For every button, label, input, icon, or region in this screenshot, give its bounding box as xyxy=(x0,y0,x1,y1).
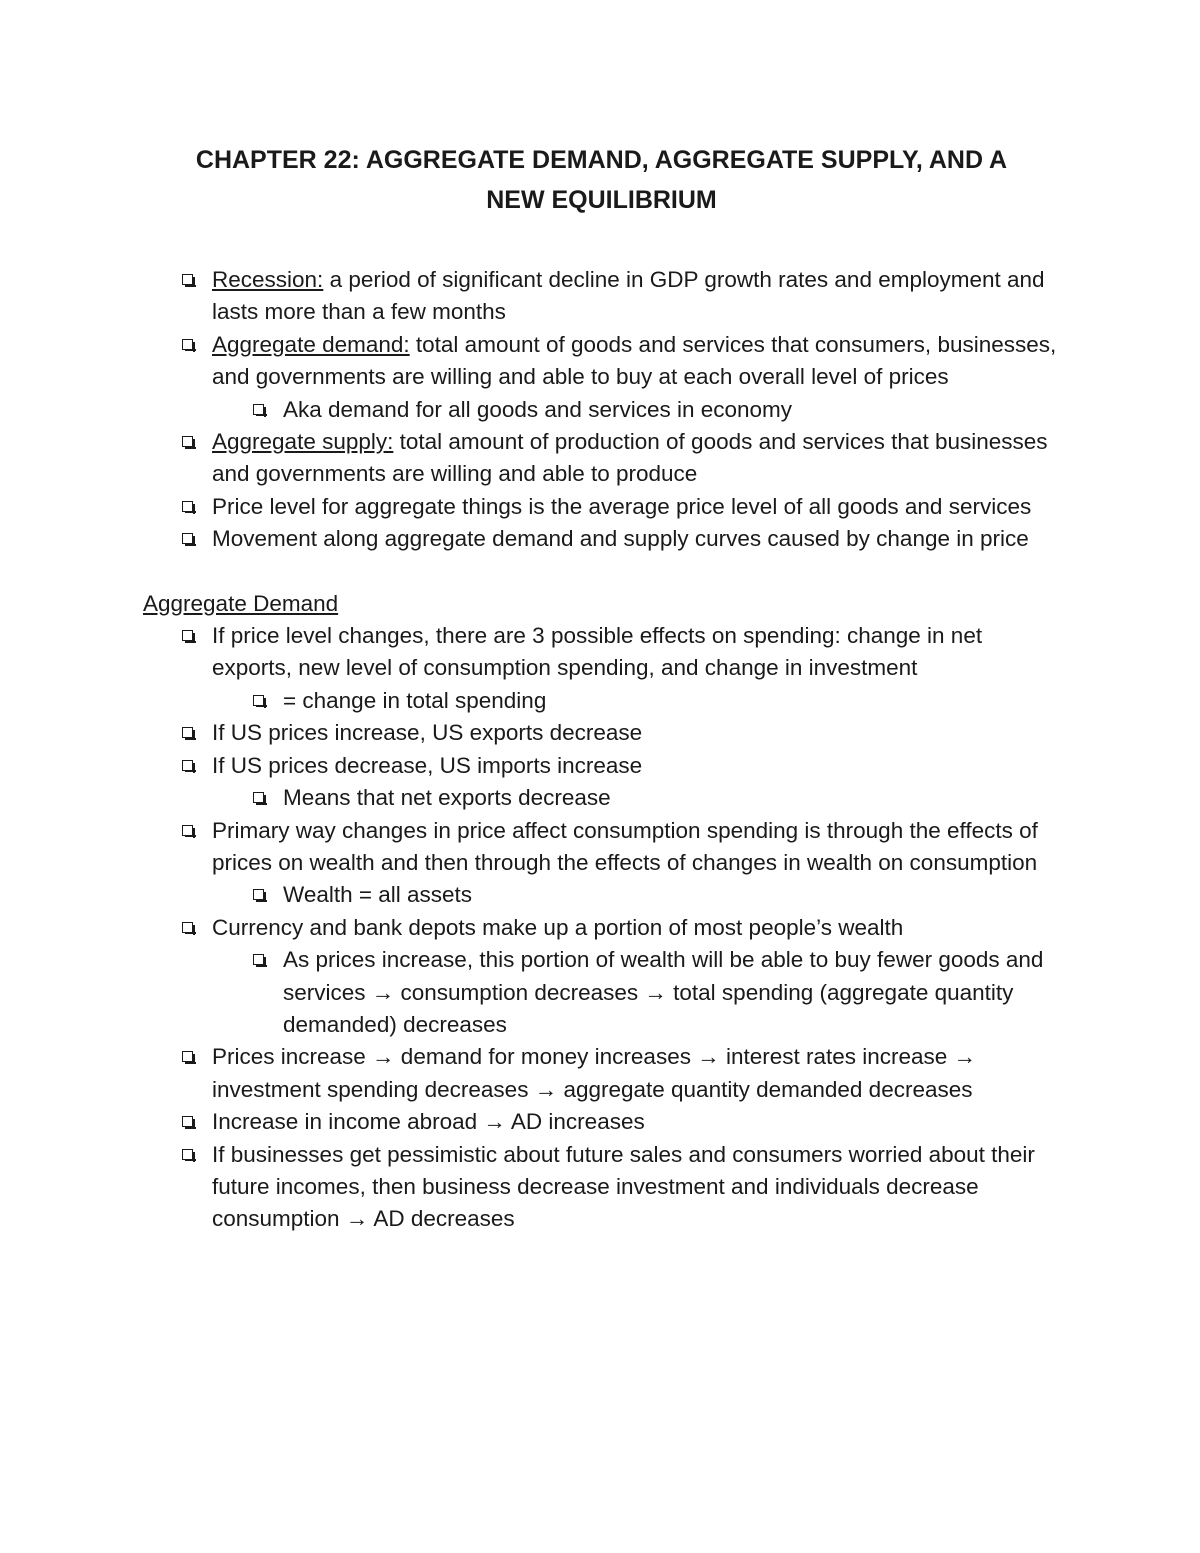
list-subitem xyxy=(143,685,1060,717)
list-item xyxy=(143,1041,1060,1106)
term-label: Aggregate demand: xyxy=(212,331,410,357)
list-subitem xyxy=(143,879,1060,911)
checkbox-bullet-icon xyxy=(182,825,193,836)
title-line-2: NEW EQUILIBRIUM xyxy=(486,186,717,214)
list-item xyxy=(143,523,1060,555)
item-text: = change in total spending xyxy=(283,687,547,713)
item-text: If US prices decrease, US imports increase xyxy=(212,752,643,778)
term-label: Aggregate supply: xyxy=(212,429,394,455)
list-item xyxy=(143,1139,1060,1236)
checkbox-bullet-icon xyxy=(182,630,193,641)
list-item xyxy=(143,426,1060,491)
item-text: Movement along aggregate demand and supply curves caused by change in price xyxy=(212,526,1029,552)
item-text: If price level changes, there are 3 possible effects on spending: change in net exports, new level of consumption spending, and change in investment xyxy=(212,623,983,681)
page-title xyxy=(143,140,1060,220)
checkbox-bullet-icon xyxy=(182,1051,193,1062)
item-text: total amount of goods and services that consumers, businesses, and governments are willing and able to buy at each overall level of prices xyxy=(212,331,1057,390)
item-text: Price level for aggregate things is the average price level of all goods and services xyxy=(212,493,1032,519)
item-text: Prices increase → demand for money increases → interest rates increase → investment spending decreases → aggregate quantity demanded decreases xyxy=(212,1044,977,1102)
title-line-1: CHAPTER 22: AGGREGATE DEMAND, AGGREGATE SUPPLY, AND A xyxy=(195,146,1008,174)
list-item xyxy=(143,491,1060,523)
item-text: Increase in income abroad → AD increases xyxy=(212,1109,645,1135)
checkbox-bullet-icon xyxy=(253,889,264,900)
checkbox-bullet-icon xyxy=(182,922,193,933)
list-item xyxy=(143,717,1060,749)
list-item xyxy=(143,620,1060,685)
item-text: Primary way changes in price affect consumption spending is through the effects of prices on wealth and then through the effects of changes in wealth on consumption xyxy=(212,817,1038,875)
checkbox-bullet-icon xyxy=(182,1149,193,1160)
checkbox-bullet-icon xyxy=(182,501,193,512)
item-text: As prices increase, this portion of wealth will be able to buy fewer goods and services → consumption decreases → total spending (aggregate quantity demanded) decreases xyxy=(283,947,1044,1037)
item-text: Aka demand for all goods and services in economy xyxy=(283,396,793,422)
intro-list xyxy=(143,264,1060,556)
item-text: Currency and bank depots make up a portion of most people’s wealth xyxy=(212,914,904,940)
item-text: total amount of production of goods and services that businesses and governments are willing and able to produce xyxy=(212,429,1048,487)
list-item xyxy=(143,1106,1060,1138)
checkbox-bullet-icon xyxy=(253,695,264,706)
list-subitem xyxy=(143,944,1060,1041)
checkbox-bullet-icon xyxy=(182,339,193,350)
item-text: If US prices increase, US exports decrease xyxy=(212,720,643,746)
list-item xyxy=(143,329,1060,394)
item-text: Means that net exports decrease xyxy=(283,785,611,811)
checkbox-bullet-icon xyxy=(253,954,264,965)
list-subitem xyxy=(143,782,1060,814)
item-text: a period of significant decline in GDP growth rates and employment and lasts more than a few months xyxy=(212,267,1045,325)
checkbox-bullet-icon xyxy=(182,436,193,447)
checkbox-bullet-icon xyxy=(182,760,193,771)
list-subitem xyxy=(143,394,1060,426)
item-text: Wealth = all assets xyxy=(283,882,473,908)
checkbox-bullet-icon xyxy=(182,1116,193,1127)
section-heading-aggregate-demand: Aggregate Demand xyxy=(143,590,339,616)
list-item xyxy=(143,750,1060,782)
list-item xyxy=(143,264,1060,329)
checkbox-bullet-icon xyxy=(182,727,193,738)
term-label: Recession: xyxy=(212,267,324,292)
checkbox-bullet-icon xyxy=(253,404,264,415)
checkbox-bullet-icon xyxy=(253,792,264,803)
aggregate-demand-list xyxy=(143,620,1060,1236)
list-item xyxy=(143,912,1060,944)
checkbox-bullet-icon xyxy=(182,274,193,285)
checkbox-bullet-icon xyxy=(182,533,193,544)
item-text: If businesses get pessimistic about future sales and consumers worried about their future incomes, then business decrease investment and individuals decrease consumption → AD decreases xyxy=(212,1141,1035,1232)
list-item xyxy=(143,815,1060,880)
